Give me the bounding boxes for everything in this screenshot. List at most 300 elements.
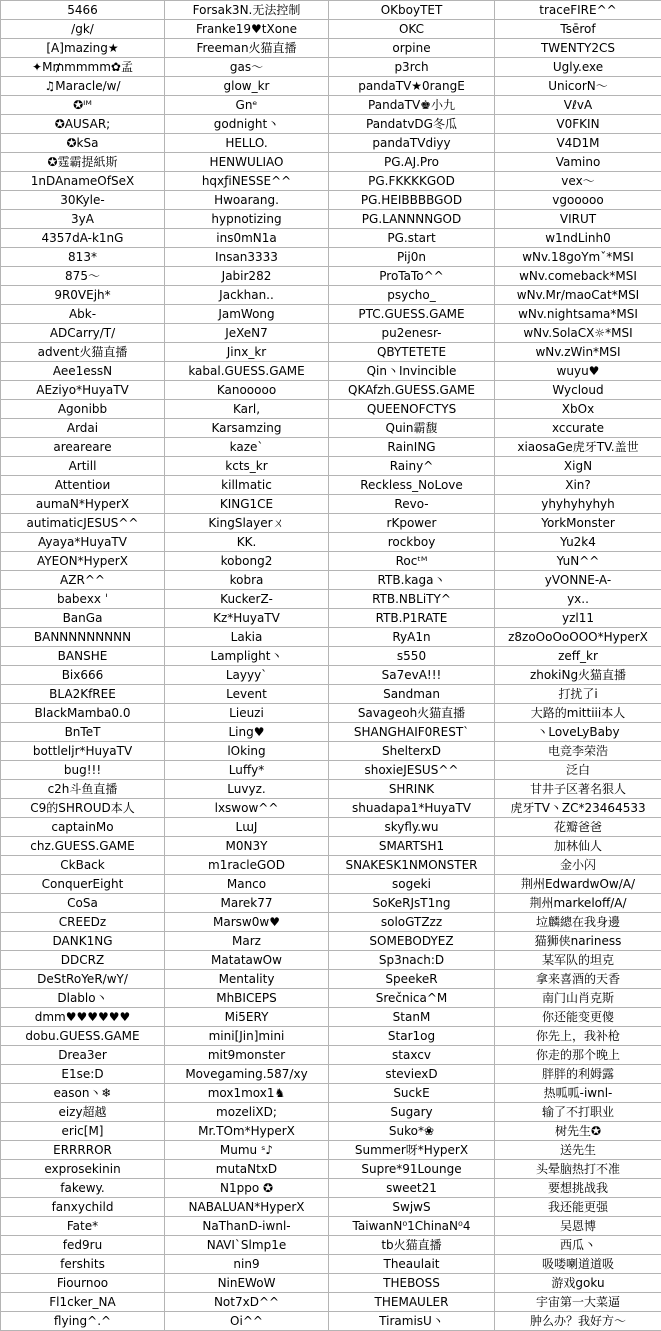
table-cell: 金小闪 bbox=[495, 856, 661, 875]
table-cell: Theaulait bbox=[329, 1255, 495, 1274]
table-cell: 加林仙人 bbox=[495, 837, 661, 856]
table-cell: psycho_ bbox=[329, 286, 495, 305]
table-cell: BANNNNNNNNN bbox=[1, 628, 165, 647]
table-cell: ✪霆霸提紙斯 bbox=[1, 153, 165, 172]
table-cell: eizy超越 bbox=[1, 1103, 165, 1122]
table-cell: Layyy` bbox=[165, 666, 329, 685]
table-cell: PG.AJ.Pro bbox=[329, 153, 495, 172]
table-cell: 甘井子区著名狠人 bbox=[495, 780, 661, 799]
table-cell: DDCRZ bbox=[1, 951, 165, 970]
table-cell: 3yA bbox=[1, 210, 165, 229]
table-cell: MatatawOw bbox=[165, 951, 329, 970]
table-cell: wNv.nightsama*MSI bbox=[495, 305, 661, 324]
table-cell: pandaTV★0rangE bbox=[329, 77, 495, 96]
table-cell: PTC.GUESS.GAME bbox=[329, 305, 495, 324]
table-row bbox=[1, 58, 661, 77]
table-cell: RainING bbox=[329, 438, 495, 457]
table-cell: bottleljr*HuyaTV bbox=[1, 742, 165, 761]
table-cell: gas～ bbox=[165, 58, 329, 77]
table-cell: 荆州EdwardwOw/A/ bbox=[495, 875, 661, 894]
table-row bbox=[1, 438, 661, 457]
table-cell: Gnᵉ bbox=[165, 96, 329, 115]
table-cell: 游戏goku bbox=[495, 1274, 661, 1293]
table-cell: wNv.18goYmˇ*MSI bbox=[495, 248, 661, 267]
table-cell: fed9ru bbox=[1, 1236, 165, 1255]
table-cell: LɯJ bbox=[165, 818, 329, 837]
table-cell: UnicorN～ bbox=[495, 77, 661, 96]
table-cell: 输了不打职业 bbox=[495, 1103, 661, 1122]
table-cell: 胖胖的利姆露 bbox=[495, 1065, 661, 1084]
table-cell: pandaTVdiyy bbox=[329, 134, 495, 153]
table-cell: mutaNtxD bbox=[165, 1160, 329, 1179]
table-cell: chz.GUESS.GAME bbox=[1, 837, 165, 856]
table-cell: SuckE bbox=[329, 1084, 495, 1103]
table-cell: SHANGHAIF0REST` bbox=[329, 723, 495, 742]
table-cell: Movegaming.587/xy bbox=[165, 1065, 329, 1084]
table-cell: QKAfzh.GUESS.GAME bbox=[329, 381, 495, 400]
table-cell: Sugary bbox=[329, 1103, 495, 1122]
table-cell: BanGa bbox=[1, 609, 165, 628]
table-cell: SpeekeR bbox=[329, 970, 495, 989]
table-cell: vex～ bbox=[495, 172, 661, 191]
table-cell: ADCarry/T/ bbox=[1, 324, 165, 343]
table-cell: E1se:D bbox=[1, 1065, 165, 1084]
table-row bbox=[1, 742, 661, 761]
table-row bbox=[1, 913, 661, 932]
table-cell: Vamino bbox=[495, 153, 661, 172]
table-cell: 泛白 bbox=[495, 761, 661, 780]
table-cell: Tsērof bbox=[495, 20, 661, 39]
table-cell: w1ndLinh0 bbox=[495, 229, 661, 248]
table-cell: JeXeN7 bbox=[165, 324, 329, 343]
table-cell: 丶LoveLyBaby bbox=[495, 723, 661, 742]
table-cell: 猫狮侠nariness bbox=[495, 932, 661, 951]
table-cell: ERRRROR bbox=[1, 1141, 165, 1160]
table-cell: ✦M₥mmmm✿孟 bbox=[1, 58, 165, 77]
table-cell: Ugly.exe bbox=[495, 58, 661, 77]
table-cell: TaiwanN⁰1ChinaN⁰4 bbox=[329, 1217, 495, 1236]
table-row bbox=[1, 229, 661, 248]
table-cell: HENWULIAO bbox=[165, 153, 329, 172]
table-cell: XbOx bbox=[495, 400, 661, 419]
table-cell: Hwoarang. bbox=[165, 191, 329, 210]
table-cell: bug!!! bbox=[1, 761, 165, 780]
table-cell: 你走的那个晚上 bbox=[495, 1046, 661, 1065]
table-row bbox=[1, 305, 661, 324]
table-row bbox=[1, 590, 661, 609]
table-cell: wNv.Mr/maoCat*MSI bbox=[495, 286, 661, 305]
table-cell: Sp3nach:D bbox=[329, 951, 495, 970]
table-cell: Reckless_NoLove bbox=[329, 476, 495, 495]
table-cell: AYEON*HyperX bbox=[1, 552, 165, 571]
table-cell: Lieuzi bbox=[165, 704, 329, 723]
table-row bbox=[1, 1160, 661, 1179]
table-row bbox=[1, 1103, 661, 1122]
table-cell: kobra bbox=[165, 571, 329, 590]
table-cell: DANK1NG bbox=[1, 932, 165, 951]
table-row bbox=[1, 20, 661, 39]
table-cell: SwjwS bbox=[329, 1198, 495, 1217]
table-cell: SNAKESK1NMONSTER bbox=[329, 856, 495, 875]
table-cell: BANSHE bbox=[1, 647, 165, 666]
table-cell: hypnotizing bbox=[165, 210, 329, 229]
table-row bbox=[1, 932, 661, 951]
table-row bbox=[1, 685, 661, 704]
table-cell: nin9 bbox=[165, 1255, 329, 1274]
table-row bbox=[1, 761, 661, 780]
table-cell: Drea3er bbox=[1, 1046, 165, 1065]
table-row bbox=[1, 381, 661, 400]
table-cell: 813* bbox=[1, 248, 165, 267]
table-row bbox=[1, 400, 661, 419]
table-row bbox=[1, 1, 661, 20]
table-cell: AEziyo*HuyaTV bbox=[1, 381, 165, 400]
table-cell: 9R0VEjh* bbox=[1, 286, 165, 305]
table-cell: Sandman bbox=[329, 685, 495, 704]
table-row bbox=[1, 1065, 661, 1084]
table-cell: KingSlayerㄨ bbox=[165, 514, 329, 533]
table-cell: SOMEBODYEZ bbox=[329, 932, 495, 951]
table-cell: PG.start bbox=[329, 229, 495, 248]
table-cell: Marek77 bbox=[165, 894, 329, 913]
table-cell: 荆州markeloff/A/ bbox=[495, 894, 661, 913]
table-cell: BnTeT bbox=[1, 723, 165, 742]
table-cell: Xin? bbox=[495, 476, 661, 495]
table-row bbox=[1, 172, 661, 191]
table-cell: RTB.P1RATE bbox=[329, 609, 495, 628]
table-cell: V4D1M bbox=[495, 134, 661, 153]
table-cell: zhokiNg火猫直播 bbox=[495, 666, 661, 685]
table-row bbox=[1, 704, 661, 723]
table-cell: ConquerEight bbox=[1, 875, 165, 894]
table-cell: 拿来喜酒的天香 bbox=[495, 970, 661, 989]
table-cell: NABALUAN*HyperX bbox=[165, 1198, 329, 1217]
table-cell: areareare bbox=[1, 438, 165, 457]
table-row bbox=[1, 647, 661, 666]
table-row bbox=[1, 894, 661, 913]
table-cell: sogeki bbox=[329, 875, 495, 894]
table-cell: JamWong bbox=[165, 305, 329, 324]
table-cell: kabal.GUESS.GAME bbox=[165, 362, 329, 381]
table-cell: QUEENOFCTYS bbox=[329, 400, 495, 419]
table-row bbox=[1, 324, 661, 343]
table-cell: Jackhan.. bbox=[165, 286, 329, 305]
table-row bbox=[1, 1198, 661, 1217]
table-cell: /gk/ bbox=[1, 20, 165, 39]
table-row bbox=[1, 1255, 661, 1274]
table-cell: Supre*91Lounge bbox=[329, 1160, 495, 1179]
table-cell: Rainy^ bbox=[329, 457, 495, 476]
table-row bbox=[1, 609, 661, 628]
table-cell: Rocᵗᴹ bbox=[329, 552, 495, 571]
table-row bbox=[1, 1008, 661, 1027]
table-cell: 1nDAnameOfSeX bbox=[1, 172, 165, 191]
table-cell: wNv.SolaCX☼*MSI bbox=[495, 324, 661, 343]
table-cell: VℓvA bbox=[495, 96, 661, 115]
table-cell: 电竞李荣浩 bbox=[495, 742, 661, 761]
table-cell: KuckerZ- bbox=[165, 590, 329, 609]
table-cell: Yu2k4 bbox=[495, 533, 661, 552]
table-cell: Srečnica^M bbox=[329, 989, 495, 1008]
table-row bbox=[1, 1084, 661, 1103]
table-row bbox=[1, 476, 661, 495]
table-cell: Karsamzing bbox=[165, 419, 329, 438]
table-cell: 某军队的坦克 bbox=[495, 951, 661, 970]
table-cell: mox1mox1♞ bbox=[165, 1084, 329, 1103]
table-cell: Aee1essN bbox=[1, 362, 165, 381]
table-cell: Dlablo丶 bbox=[1, 989, 165, 1008]
table-cell: soloGTZzz bbox=[329, 913, 495, 932]
table-cell: Sa7evA!!! bbox=[329, 666, 495, 685]
table-cell: pu2enesr- bbox=[329, 324, 495, 343]
table-cell: 肿么办？我好方～ bbox=[495, 1312, 661, 1331]
table-cell: Bix666 bbox=[1, 666, 165, 685]
table-cell: N1ppo ✪ bbox=[165, 1179, 329, 1198]
table-cell: Karl, bbox=[165, 400, 329, 419]
table-cell: Jinx_kr bbox=[165, 343, 329, 362]
table-cell: 花瓣爸爸 bbox=[495, 818, 661, 837]
table-cell: Fiournoo bbox=[1, 1274, 165, 1293]
table-cell: s550 bbox=[329, 647, 495, 666]
table-cell: 吴恩博 bbox=[495, 1217, 661, 1236]
table-cell: RTB.NBLiTY^ bbox=[329, 590, 495, 609]
table-cell: Marz bbox=[165, 932, 329, 951]
table-cell: captainMo bbox=[1, 818, 165, 837]
table-cell: Attentioи bbox=[1, 476, 165, 495]
table-row bbox=[1, 666, 661, 685]
table-cell: Ling♥ bbox=[165, 723, 329, 742]
table-cell: NAVI`Slmp1e bbox=[165, 1236, 329, 1255]
table-cell: Agonibb bbox=[1, 400, 165, 419]
table-cell: TiramisU丶 bbox=[329, 1312, 495, 1331]
table-row bbox=[1, 1274, 661, 1293]
table-cell: rockboy bbox=[329, 533, 495, 552]
table-cell: BLA2KfREE bbox=[1, 685, 165, 704]
table-cell: dmm♥♥♥♥♥♥ bbox=[1, 1008, 165, 1027]
table-cell: 875～ bbox=[1, 267, 165, 286]
table-cell: QBYTETETE bbox=[329, 343, 495, 362]
table-cell: PG.FKKKKGOD bbox=[329, 172, 495, 191]
table-cell: Luffy* bbox=[165, 761, 329, 780]
table-row bbox=[1, 571, 661, 590]
table-cell: V0FKIN bbox=[495, 115, 661, 134]
table-cell: ProTaTo^^ bbox=[329, 267, 495, 286]
table-cell: Franke19♥tXone bbox=[165, 20, 329, 39]
table-cell: KK. bbox=[165, 533, 329, 552]
table-cell: lOking bbox=[165, 742, 329, 761]
table-cell: XigN bbox=[495, 457, 661, 476]
table-cell: Kz*HuyaTV bbox=[165, 609, 329, 628]
table-cell: shoxieJESUS^^ bbox=[329, 761, 495, 780]
table-cell: p3rch bbox=[329, 58, 495, 77]
table-cell: CkBack bbox=[1, 856, 165, 875]
table-cell: 树先生✪ bbox=[495, 1122, 661, 1141]
table-cell: babexx ˈ bbox=[1, 590, 165, 609]
table-cell: vgooooo bbox=[495, 191, 661, 210]
table-cell: Kanooooo bbox=[165, 381, 329, 400]
table-cell: fanxychild bbox=[1, 1198, 165, 1217]
table-row bbox=[1, 267, 661, 286]
table-row bbox=[1, 96, 661, 115]
table-cell: Fate* bbox=[1, 1217, 165, 1236]
table-cell: Jabir282 bbox=[165, 267, 329, 286]
table-cell: 你先上，我补枪 bbox=[495, 1027, 661, 1046]
table-cell: PG.LANNNNGOD bbox=[329, 210, 495, 229]
table-row bbox=[1, 286, 661, 305]
table-row bbox=[1, 134, 661, 153]
table-cell: advent火猫直播 bbox=[1, 343, 165, 362]
table-cell: Freeman火猫直播 bbox=[165, 39, 329, 58]
table-cell: DeStRoYeR/wY/ bbox=[1, 970, 165, 989]
table-row bbox=[1, 723, 661, 742]
table-cell: 热呱呱-iwnl- bbox=[495, 1084, 661, 1103]
table-cell: Marsw0w♥ bbox=[165, 913, 329, 932]
table-cell: 我还能更强 bbox=[495, 1198, 661, 1217]
table-cell: eric[M] bbox=[1, 1122, 165, 1141]
table-row bbox=[1, 856, 661, 875]
table-cell: lxswow^^ bbox=[165, 799, 329, 818]
table-row bbox=[1, 837, 661, 856]
table-cell: PandatvDG冬瓜 bbox=[329, 115, 495, 134]
table-cell: SHRINK bbox=[329, 780, 495, 799]
table-cell: Mr.TOm*HyperX bbox=[165, 1122, 329, 1141]
table-cell: Not7xD^^ bbox=[165, 1293, 329, 1312]
table-cell: Mumu ˢ♪ bbox=[165, 1141, 329, 1160]
table-cell: xccurate bbox=[495, 419, 661, 438]
table-cell: mini[Jin]mini bbox=[165, 1027, 329, 1046]
table-row bbox=[1, 343, 661, 362]
table-row bbox=[1, 628, 661, 647]
table-row bbox=[1, 989, 661, 1008]
table-cell: ins0mN1a bbox=[165, 229, 329, 248]
table-cell: rKpower bbox=[329, 514, 495, 533]
table-row bbox=[1, 1312, 661, 1331]
table-cell: glow_kr bbox=[165, 77, 329, 96]
table-cell: TWENTY2CS bbox=[495, 39, 661, 58]
table-cell: C9的SHROUD本人 bbox=[1, 799, 165, 818]
table-row bbox=[1, 39, 661, 58]
table-cell: YuN^^ bbox=[495, 552, 661, 571]
table-cell: kobong2 bbox=[165, 552, 329, 571]
table-cell: Fl1cker_NA bbox=[1, 1293, 165, 1312]
table-cell: autimaticJESUS^^ bbox=[1, 514, 165, 533]
table-cell: 南门山肖克斯 bbox=[495, 989, 661, 1008]
table-row bbox=[1, 153, 661, 172]
table-cell: Savageoh火猫直播 bbox=[329, 704, 495, 723]
table-cell: Abk- bbox=[1, 305, 165, 324]
table-cell: yx.. bbox=[495, 590, 661, 609]
table-cell: zeff_kr bbox=[495, 647, 661, 666]
table-row bbox=[1, 780, 661, 799]
table-cell: [A]mazing★ bbox=[1, 39, 165, 58]
table-cell: 你还能变更傻 bbox=[495, 1008, 661, 1027]
table-row bbox=[1, 552, 661, 571]
table-cell: yzl11 bbox=[495, 609, 661, 628]
table-cell: staxcv bbox=[329, 1046, 495, 1065]
table-row bbox=[1, 77, 661, 96]
table-row bbox=[1, 951, 661, 970]
table-cell: wNv.comeback*MSI bbox=[495, 267, 661, 286]
table-row bbox=[1, 818, 661, 837]
table-cell: BlackMamba0.0 bbox=[1, 704, 165, 723]
table-cell: Summer呀*HyperX bbox=[329, 1141, 495, 1160]
table-cell: MhBICEPS bbox=[165, 989, 329, 1008]
table-row bbox=[1, 1293, 661, 1312]
table-cell: flying^.^ bbox=[1, 1312, 165, 1331]
table-cell: Insan3333 bbox=[165, 248, 329, 267]
table-row bbox=[1, 1122, 661, 1141]
table-cell: Star1og bbox=[329, 1027, 495, 1046]
table-cell: 头晕脑热打不准 bbox=[495, 1160, 661, 1179]
table-cell: sweet21 bbox=[329, 1179, 495, 1198]
table-cell: fershits bbox=[1, 1255, 165, 1274]
table-row bbox=[1, 1236, 661, 1255]
table-cell: THEMAULER bbox=[329, 1293, 495, 1312]
table-cell: Suko*❀ bbox=[329, 1122, 495, 1141]
table-row bbox=[1, 362, 661, 381]
table-cell: Ardai bbox=[1, 419, 165, 438]
table-cell: tb火猫直播 bbox=[329, 1236, 495, 1255]
table-cell: Mi5ERY bbox=[165, 1008, 329, 1027]
table-cell: skyfly.wu bbox=[329, 818, 495, 837]
table-cell: Manco bbox=[165, 875, 329, 894]
table-cell: SoKeRJsT1ng bbox=[329, 894, 495, 913]
table-cell: RyA1n bbox=[329, 628, 495, 647]
table-cell: traceFIRE^^ bbox=[495, 1, 661, 20]
table-cell: 打扰了i bbox=[495, 685, 661, 704]
table-cell: HELLO. bbox=[165, 134, 329, 153]
table-cell: steviexD bbox=[329, 1065, 495, 1084]
table-cell: dobu.GUESS.GAME bbox=[1, 1027, 165, 1046]
table-cell: 送先生 bbox=[495, 1141, 661, 1160]
table-cell: Mentality bbox=[165, 970, 329, 989]
table-cell: m1racleGOD bbox=[165, 856, 329, 875]
table-row bbox=[1, 191, 661, 210]
table-cell: Forsak3N.无法控制 bbox=[165, 1, 329, 20]
table-cell: Ayaya*HuyaTV bbox=[1, 533, 165, 552]
table-cell: ShelterxD bbox=[329, 742, 495, 761]
table-row bbox=[1, 1179, 661, 1198]
table-cell: 吸喽喇道道吸 bbox=[495, 1255, 661, 1274]
table-cell: Wycloud bbox=[495, 381, 661, 400]
table-cell: 要想挑战我 bbox=[495, 1179, 661, 1198]
table-cell: 虎牙TV丶ZC*23464533 bbox=[495, 799, 661, 818]
table-cell: Levent bbox=[165, 685, 329, 704]
table-row bbox=[1, 457, 661, 476]
table-cell: 30Kyle- bbox=[1, 191, 165, 210]
table-cell: mozeliXD; bbox=[165, 1103, 329, 1122]
table-cell: ✪ᴵᴹ bbox=[1, 96, 165, 115]
table-cell: CREEDz bbox=[1, 913, 165, 932]
table-row bbox=[1, 115, 661, 134]
table-cell: godnight丶 bbox=[165, 115, 329, 134]
table-cell: SMARTSH1 bbox=[329, 837, 495, 856]
table-cell: CoSa bbox=[1, 894, 165, 913]
table-cell: kaze` bbox=[165, 438, 329, 457]
table-cell: kcts_kr bbox=[165, 457, 329, 476]
table-cell: orpine bbox=[329, 39, 495, 58]
table-row bbox=[1, 533, 661, 552]
table-cell: 大路的mittiii本人 bbox=[495, 704, 661, 723]
table-cell: 5466 bbox=[1, 1, 165, 20]
table-row bbox=[1, 1027, 661, 1046]
table-row bbox=[1, 875, 661, 894]
table-cell: THEBOSS bbox=[329, 1274, 495, 1293]
table-cell: shuadapa1*HuyaTV bbox=[329, 799, 495, 818]
table-cell: StanM bbox=[329, 1008, 495, 1027]
table-row bbox=[1, 495, 661, 514]
table-cell: wNv.zWin*MSI bbox=[495, 343, 661, 362]
